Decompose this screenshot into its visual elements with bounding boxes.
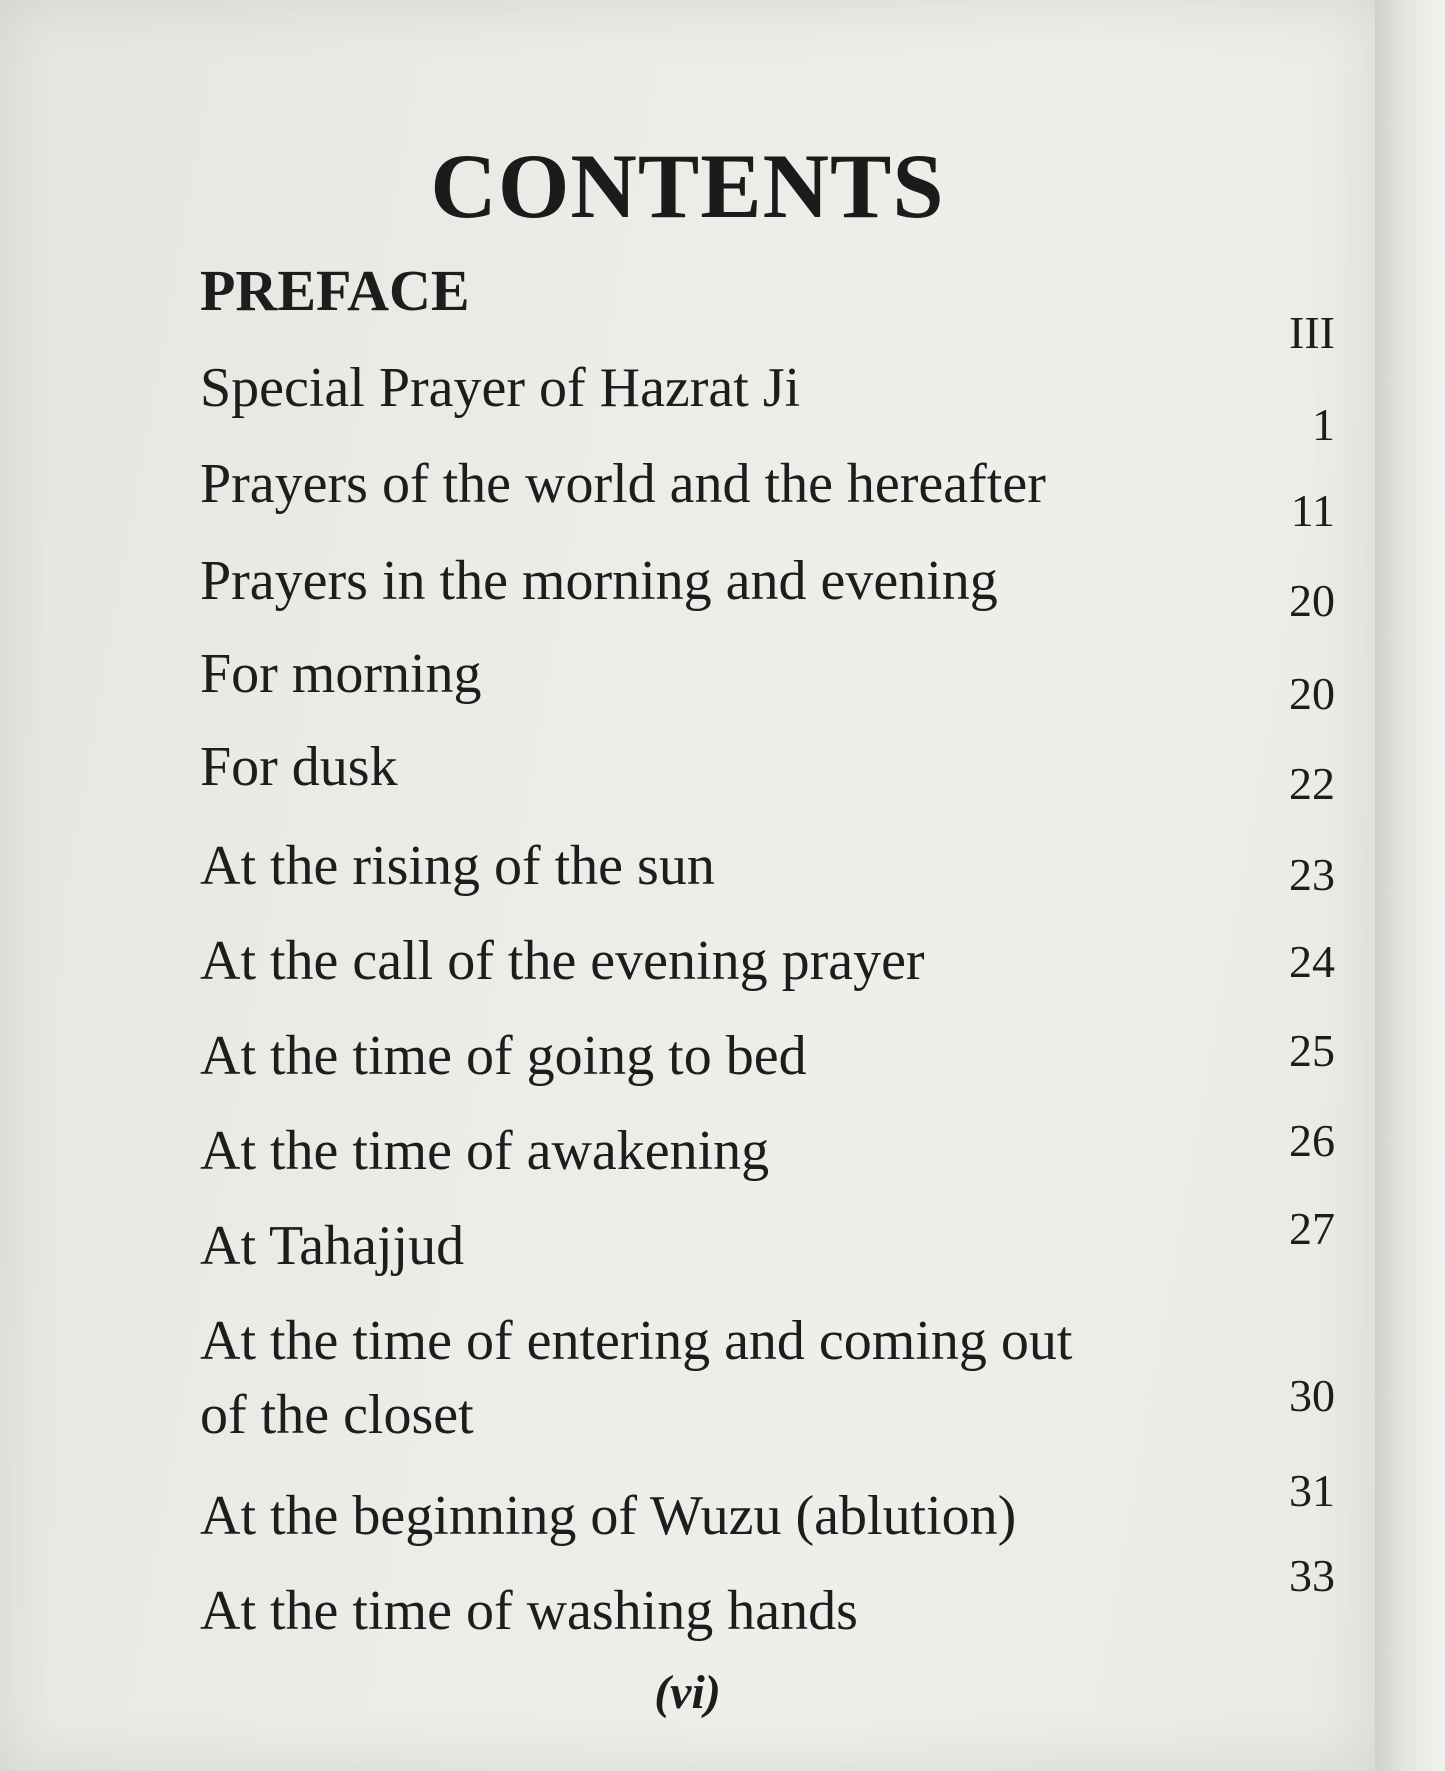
toc-entry-page: 25 xyxy=(1289,1025,1335,1076)
toc-entry-label: Prayers in the morning and evening xyxy=(200,550,998,612)
toc-entry-page: 22 xyxy=(1289,758,1335,809)
toc-entry-page: 26 xyxy=(1289,1115,1335,1166)
toc-entry-label: At the time of entering and coming out xyxy=(200,1310,1073,1372)
toc-entry-label: Special Prayer of Hazrat Ji xyxy=(200,357,801,419)
toc-entry-label: For dusk xyxy=(200,736,398,798)
toc-entry-label: PREFACE xyxy=(200,258,470,323)
toc-entry-page: III xyxy=(1289,307,1335,358)
toc-entry-page: 27 xyxy=(1289,1203,1335,1254)
toc-entry-page: 33 xyxy=(1289,1550,1335,1601)
toc-entry-label-continued: of the closet xyxy=(200,1384,474,1446)
toc-entry-page: 30 xyxy=(1289,1370,1335,1421)
toc-entry-label: At the time of washing hands xyxy=(200,1580,858,1642)
toc-entry-label: At the beginning of Wuzu (ablution) xyxy=(200,1485,1017,1547)
toc-entry-label: At the time of awakening xyxy=(200,1120,770,1182)
page-number: (vi) xyxy=(654,1666,721,1719)
toc-entry-page: 11 xyxy=(1290,485,1335,536)
toc-entry-label: At the rising of the sun xyxy=(200,835,715,897)
toc-entry-label: Prayers of the world and the hereafter xyxy=(200,453,1046,515)
toc-entry-page: 20 xyxy=(1289,575,1335,626)
toc-entry-label: At the call of the evening prayer xyxy=(200,930,925,992)
toc-entry-label: For morning xyxy=(200,643,482,705)
toc-entry-label: At Tahajjud xyxy=(200,1215,465,1277)
toc-entry-page: 1 xyxy=(1312,399,1335,450)
toc-entry-page: 23 xyxy=(1289,849,1335,900)
page-edge xyxy=(1375,0,1445,1771)
toc-entry-page: 20 xyxy=(1289,668,1335,719)
toc-entry-page: 31 xyxy=(1289,1465,1335,1516)
toc-entry-label: At the time of going to bed xyxy=(200,1025,807,1087)
toc-entry-page: 24 xyxy=(1289,936,1335,987)
contents-title: CONTENTS xyxy=(430,135,945,237)
